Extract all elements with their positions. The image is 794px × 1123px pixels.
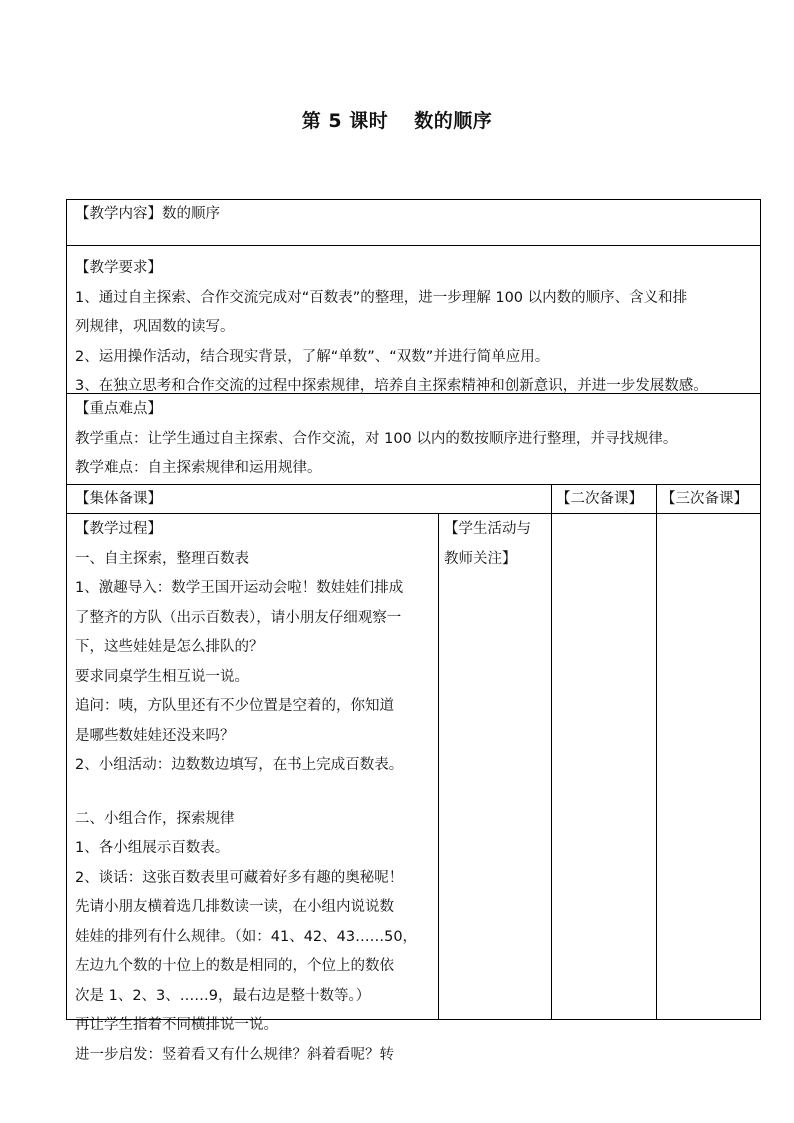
process-line: 要求同桌学生相互说一说。: [75, 668, 249, 685]
process-line: 1、各小组展示百数表。: [75, 840, 230, 856]
third-planning-cell: [657, 514, 760, 1019]
second-planning-cell: [552, 514, 657, 1019]
process-line: 1、激趣导入：数学王国开运动会啦！数娃娃们排成: [75, 580, 404, 596]
requirement-line-1: 1、通过自主探索、合作交流完成对“百数表”的整理，进一步理解 100 以内数的顺序、含义和排: [75, 289, 688, 306]
process-line: 左边九个数的十位上的数是相同的，个位上的数依: [75, 958, 394, 974]
key-points-row: [67, 394, 760, 485]
process-line: 进一步启发：竖着看又有什么规律？斜着看呢？转: [75, 1046, 394, 1063]
lesson-plan-table: [66, 199, 761, 1063]
requirements-row: [67, 246, 760, 394]
divider-student-activity: [438, 514, 439, 1019]
process-line: 先请小朋友横着选几排数读一读，在小组内说说数: [75, 899, 394, 915]
key-point-line-2: 教学难点：自主探索规律和运用规律。: [75, 460, 322, 476]
requirement-line-4: 3、在独立思考和合作交流的过程中探索规律，培养自主探索精神和创新意识，并进一步发展数感。: [75, 378, 708, 394]
student-activity-label-2: 教师关注】: [444, 550, 517, 567]
process-line: 二、小组合作，探索规律: [75, 810, 235, 827]
content-label: 【教学内容】: [75, 206, 162, 222]
process-label: 【教学过程】: [75, 521, 162, 537]
process-line: 次是 1、2、3、……9，最右边是整十数等。）: [75, 987, 371, 1004]
student-activity-cell: [438, 514, 552, 1019]
process-cell: [67, 514, 438, 1063]
process-line: 是哪些数娃娃还没来吗？: [75, 727, 235, 744]
third-planning-header: 【三次备课】: [661, 491, 748, 507]
lesson-number: 第 5 课时: [301, 110, 389, 132]
process-line: 了整齐的方队（出示百数表），请小朋友仔细观察一: [75, 609, 402, 626]
content-line: [67, 200, 760, 230]
requirement-line-2: 列规律，巩固数的读写。: [75, 319, 235, 335]
divider-third-planning: [656, 485, 657, 1019]
lesson-topic: 数的顺序: [414, 110, 493, 132]
collective-planning-header: 【集体备课】: [75, 491, 162, 507]
requirement-line-3: 2、运用操作活动，结合现实背景，了解“单数”、“双数”并进行简单应用。: [75, 348, 550, 365]
process-line: 娃娃的排列有什么规律。（如：41、42、43……50，: [75, 928, 418, 945]
requirements-label: 【教学要求】: [75, 260, 162, 276]
process-line: 下，这些娃娃是怎么排队的？: [75, 639, 264, 655]
second-planning-header: 【二次备课】: [556, 491, 643, 507]
divider-second-planning: [551, 485, 552, 1019]
blank-line: [75, 781, 430, 805]
student-activity-label-1: 【学生活动与: [444, 521, 531, 537]
page-title: [0, 106, 794, 133]
content-row: [67, 200, 760, 246]
process-line: 再让学生指着不同横排说一说。: [75, 1017, 278, 1033]
process-line: 2、谈话：这张百数表里可藏着好多有趣的奥秘呢！: [75, 869, 404, 886]
key-point-line-1: 教学重点：让学生通过自主探索、合作交流，对 100 以内的数按顺序进行整理，并寻找规律。: [75, 430, 678, 447]
key-points-label: 【重点难点】: [75, 401, 162, 417]
content-value: 数的顺序: [162, 206, 220, 222]
process-line: 一、自主探索，整理百数表: [75, 550, 249, 567]
process-line: 追问：咦，方队里还有不少位置是空着的，你知道: [75, 698, 394, 714]
process-line: 2、小组活动：边数数边填写，在书上完成百数表。: [75, 757, 404, 773]
